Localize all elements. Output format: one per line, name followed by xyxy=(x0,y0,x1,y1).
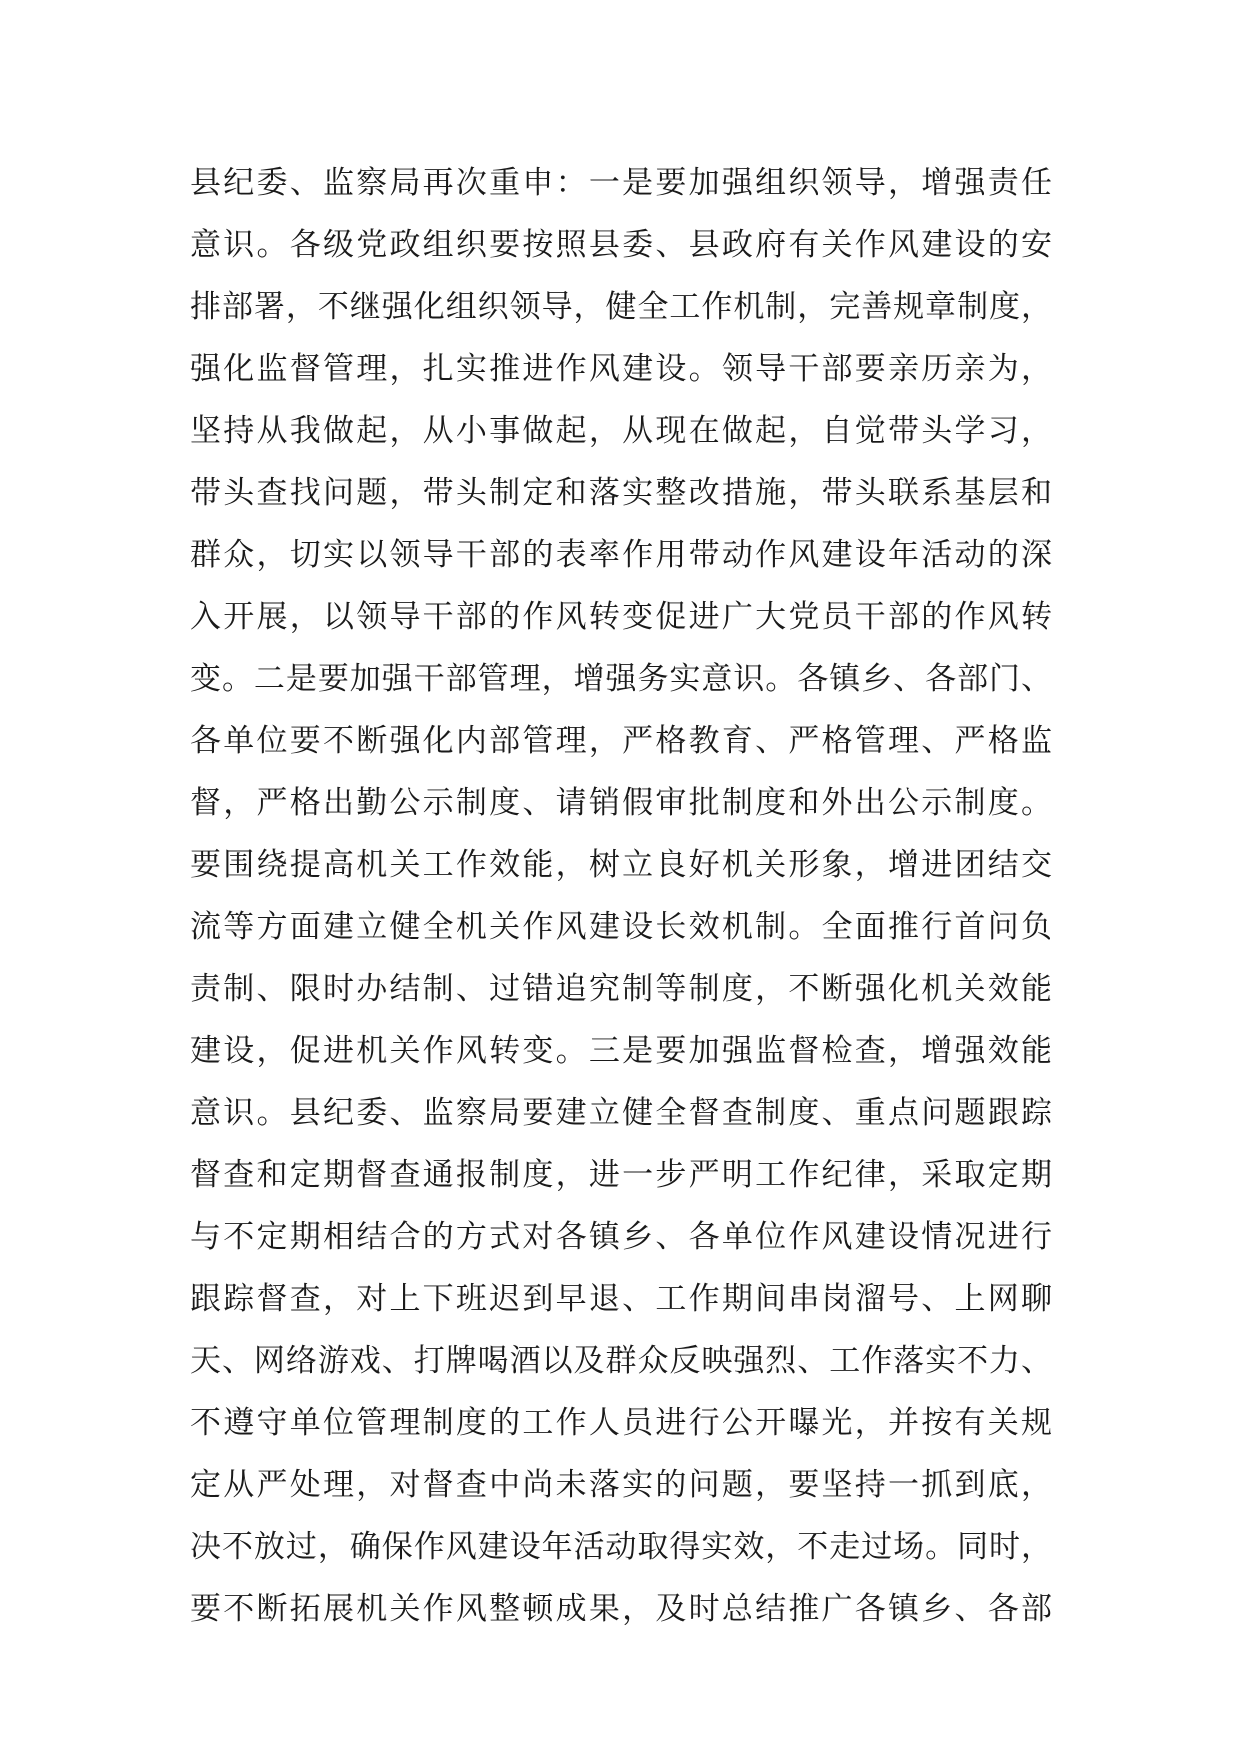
text-line: 排部署，不继强化组织领导，健全工作机制，完善规章制度， xyxy=(190,289,1052,325)
text-line: 与不定期相结合的方式对各镇乡、各单位作风建设情况进行 xyxy=(190,1219,1052,1255)
text-line: 督，严格出勤公示制度、请销假审批制度和外出公示制度。 xyxy=(190,785,1052,821)
text-line: 坚持从我做起，从小事做起，从现在做起，自觉带头学习， xyxy=(190,413,1052,449)
text-line: 天、网络游戏、打牌喝酒以及群众反映强烈、工作落实不力、 xyxy=(190,1343,1052,1379)
text-line: 各单位要不断强化内部管理，严格教育、严格管理、严格监 xyxy=(190,723,1052,759)
text-line: 跟踪督查，对上下班迟到早退、工作期间串岗溜号、上网聊 xyxy=(190,1281,1052,1317)
text-line: 带头查找问题，带头制定和落实整改措施，带头联系基层和 xyxy=(190,475,1052,511)
text-line: 要围绕提高机关工作效能，树立良好机关形象，增进团结交 xyxy=(190,847,1052,883)
text-line: 县纪委、监察局再次重申：一是要加强组织领导，增强责任 xyxy=(190,165,1052,201)
text-line: 群众，切实以领导干部的表率作用带动作风建设年活动的深 xyxy=(190,537,1052,573)
text-line: 责制、限时办结制、过错追究制等制度，不断强化机关效能 xyxy=(190,971,1052,1007)
body-text xyxy=(190,152,1052,1640)
text-line: 变。二是要加强干部管理，增强务实意识。各镇乡、各部门、 xyxy=(190,661,1052,697)
text-line: 督查和定期督查通报制度，进一步严明工作纪律，采取定期 xyxy=(190,1157,1052,1193)
text-line: 强化监督管理，扎实推进作风建设。领导干部要亲历亲为， xyxy=(190,351,1052,387)
text-line: 不遵守单位管理制度的工作人员进行公开曝光，并按有关规 xyxy=(190,1405,1052,1441)
text-line: 入开展，以领导干部的作风转变促进广大党员干部的作风转 xyxy=(190,599,1052,635)
text-line: 决不放过，确保作风建设年活动取得实效，不走过场。同时， xyxy=(190,1529,1052,1565)
text-line: 要不断拓展机关作风整顿成果，及时总结推广各镇乡、各部 xyxy=(190,1591,1052,1627)
text-line: 流等方面建立健全机关作风建设长效机制。全面推行首问负 xyxy=(190,909,1052,945)
text-line: 意识。县纪委、监察局要建立健全督查制度、重点问题跟踪 xyxy=(190,1095,1052,1131)
text-line: 意识。各级党政组织要按照县委、县政府有关作风建设的安 xyxy=(190,227,1052,263)
text-line: 定从严处理，对督查中尚未落实的问题，要坚持一抓到底， xyxy=(190,1467,1052,1503)
text-line: 建设，促进机关作风转变。三是要加强监督检查，增强效能 xyxy=(190,1033,1052,1069)
